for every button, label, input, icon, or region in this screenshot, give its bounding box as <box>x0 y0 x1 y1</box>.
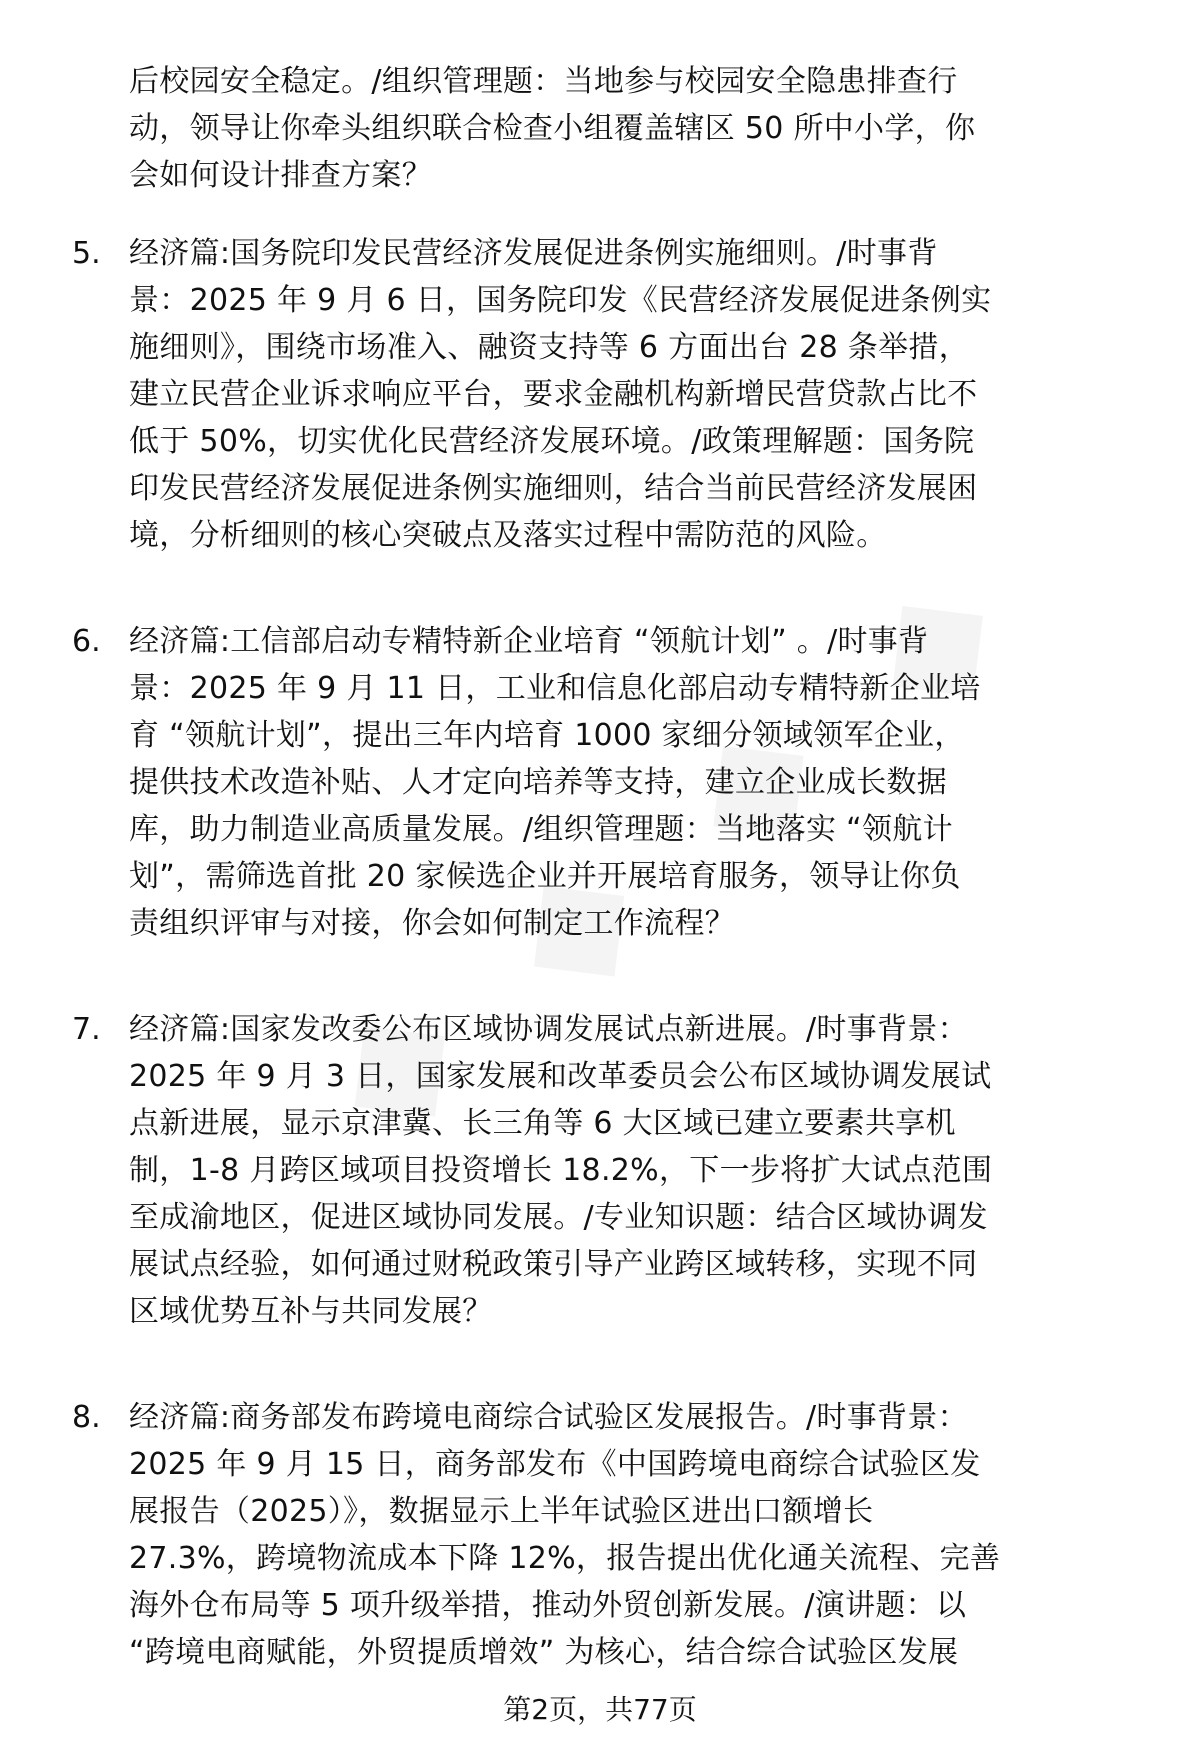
item-number: 7. <box>72 1012 101 1047</box>
item-number: 8. <box>72 1400 101 1435</box>
item-text: 经济篇:国务院印发民营经济发展促进条例实施细则。/时事背 景：2025 年 9 月 6 日，国务院印发《民营经济发展促进条例实 施细则》，围绕市场准入、融资支持等 6 方面出台 28 条举措， 建立民营企业诉求响应平台，要求金融机构新增民营贷款占比不 低于 50%，切实优化民营经济发展环境。/政策理解题：国务院 印发民营经济发展促进条例实施细则，结合当前民营经济发展困 境，分析细则的核心突破点及落实过程中需防范的风险。 <box>129 236 992 553</box>
item-text: 经济篇:商务部发布跨境电商综合试验区发展报告。/时事背景： 2025 年 9 月 15 日，商务部发布《中国跨境电商综合试验区发 展报告（2025）》，数据显示上半年试验区进出口额增长 27.3%，跨境物流成本下降 12%，报告提出优化通关流程、完善 海外仓布局等 5 项升级举措，推动外贸创新发展。/演讲题：以 “跨境电商赋能，外贸提质增效” 为核心，结合综合试验区发展 <box>129 1400 1001 1670</box>
item-text: 经济篇:国家发改委公布区域协调发展试点新进展。/时事背景： 2025 年 9 月 3 日，国家发展和改革委员会公布区域协调发展试 点新进展，显示京津冀、长三角等 6 大区域已建立要素共享机 制，1-8 月跨区域项目投资增长 18.2%，下一步将扩大试点范围 至成渝地区，促进区域协同发展。/专业知识题：结合区域协调发 展试点经验，如何通过财税政策引导产业跨区域转移，实现不同 区域优势互补与共同发展？ <box>129 1012 993 1329</box>
item-text: 经济篇:工信部启动专精特新企业培育 “领航计划” 。/时事背 景：2025 年 9 月 11 日，工业和信息化部启动专精特新企业培 育 “领航计划”，提出三年内培育 1000 家细分领域领军企业， 提供技术改造补贴、人才定向培养等支持，建立企业成长数据 库，助力制造业高质量发展。/组织管理题：当地落实 “领航计 划”，需筛选首批 20 家候选企业并开展培育服务，领导让你负 责组织评审与对接，你会如何制定工作流程？ <box>129 624 981 941</box>
page-footer: 第2页，共77页 <box>503 1693 697 1726</box>
continued-paragraph: 后校园安全稳定。/组织管理题：当地参与校园安全隐患排查行 动，领导让你牵头组织联合检查小组覆盖辖区 50 所中小学，你 会如何设计排查方案？ <box>129 64 976 193</box>
item-number: 5. <box>72 236 101 271</box>
item-number: 6. <box>72 624 101 659</box>
